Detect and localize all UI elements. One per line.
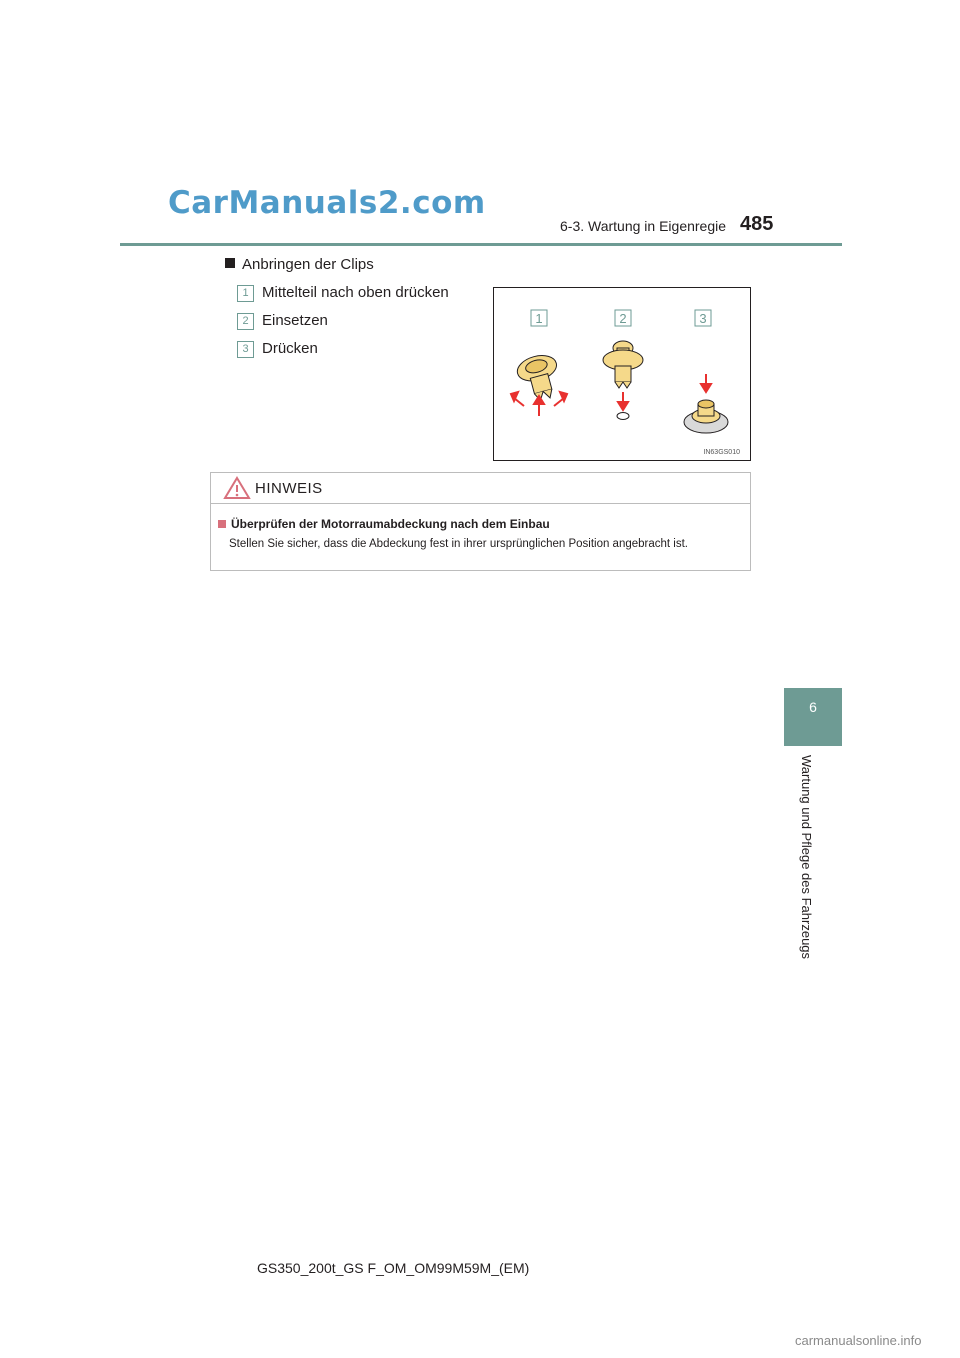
figure-label-1 — [531, 310, 547, 326]
step-number-badge: 3 — [237, 341, 254, 358]
notice-heading-text: Überprüfen der Motorraumabdeckung nach dem Einbau — [231, 517, 550, 531]
watermark: carmanualsonline.info — [795, 1333, 922, 1348]
header-section-title: 6-3. Wartung in Eigenregie — [560, 218, 727, 234]
header-rule — [120, 243, 842, 246]
figure-code: IN63GS010 — [703, 449, 740, 456]
logo: CarManuals2.com — [168, 185, 486, 221]
notice-heading — [218, 517, 550, 531]
arrow-icon — [701, 374, 711, 392]
chapter-tab — [784, 688, 842, 746]
warning-triangle-icon — [223, 476, 251, 500]
notice-header — [211, 473, 750, 504]
step-number-badge: 1 — [237, 285, 254, 302]
svg-text:1: 1 — [535, 311, 543, 326]
figure-label-3 — [695, 310, 711, 326]
step-text: Drücken — [262, 340, 318, 357]
arrow-icon — [511, 392, 567, 416]
notice-box — [210, 472, 751, 571]
step-number-badge: 2 — [237, 313, 254, 330]
step-text: Mittelteil nach oben drücken — [262, 284, 449, 301]
page-number: 485 — [740, 213, 774, 235]
chapter-number: 6 — [809, 699, 817, 715]
svg-text:3: 3 — [699, 311, 707, 326]
svg-text:2: 2 — [619, 311, 627, 326]
square-bullet-icon — [218, 520, 226, 528]
arrow-icon — [618, 392, 628, 410]
footer-document-code: GS350_200t_GS F_OM_OM99M59M_(EM) — [257, 1260, 530, 1276]
clip-step-3-drawing — [684, 400, 728, 433]
chapter-label: Wartung und Pflege des Fahrzeugs — [799, 755, 814, 960]
section-heading-text: Anbringen der Clips — [242, 256, 374, 273]
step-1 — [237, 284, 449, 304]
mounting-hole — [617, 413, 629, 420]
section-heading — [225, 256, 374, 273]
notice-title: HINWEIS — [255, 480, 323, 497]
step-2 — [237, 312, 328, 332]
step-text: Einsetzen — [262, 312, 328, 329]
step-3 — [237, 340, 318, 360]
clip-illustration — [493, 287, 751, 461]
square-bullet-icon — [225, 258, 235, 268]
clip-illustration-svg — [494, 288, 750, 460]
figure-label-2 — [615, 310, 631, 326]
clip-step-2-drawing — [603, 341, 643, 388]
notice-text: Stellen Sie sicher, dass die Abdeckung fest in ihrer ursprünglichen Position angebracht ist. — [229, 538, 688, 550]
